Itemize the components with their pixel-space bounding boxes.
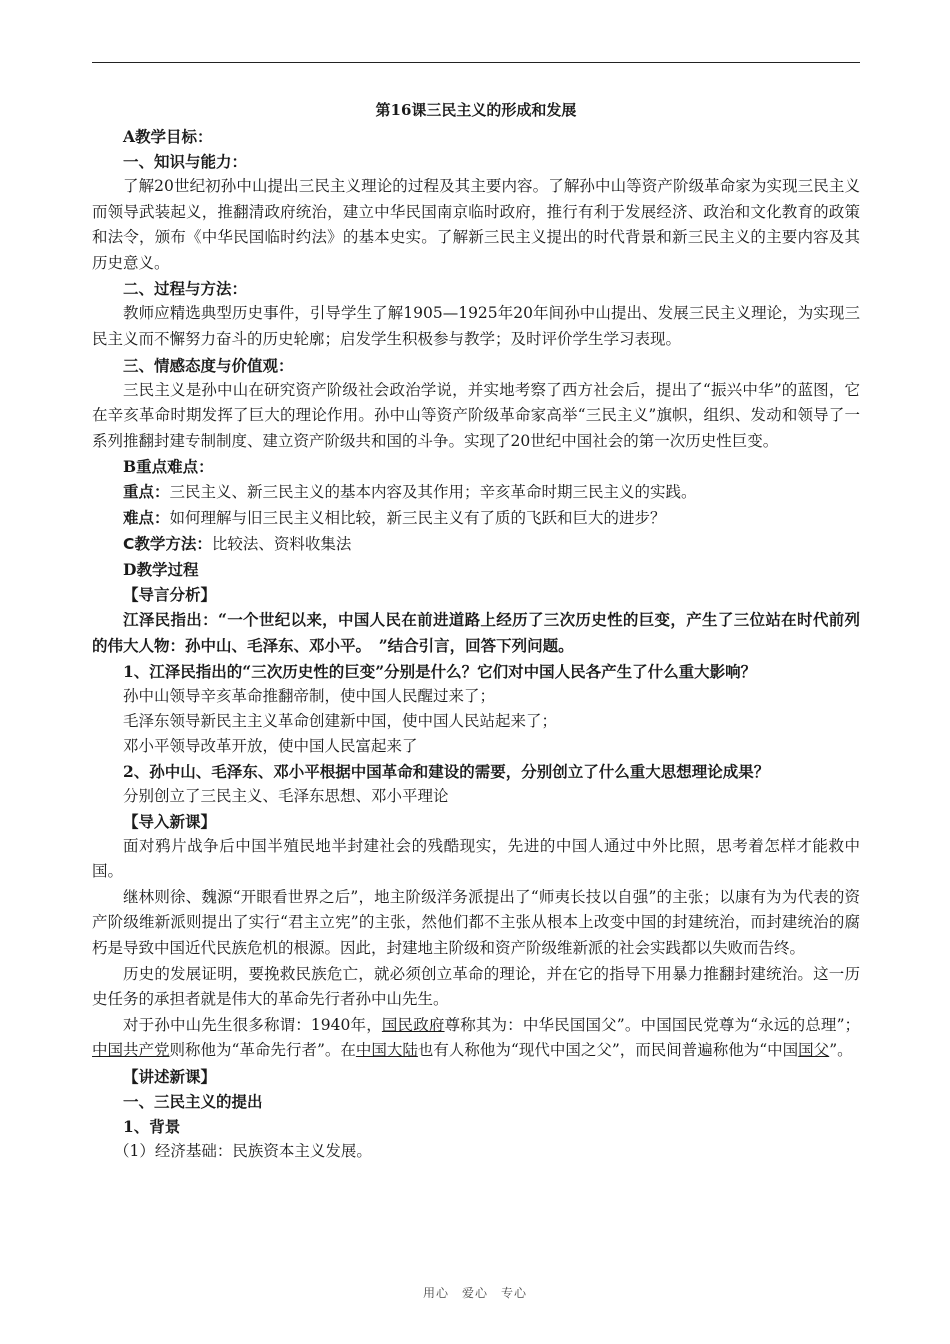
- key-label: 重点：: [123, 482, 170, 502]
- page-footer: 用心 爱心 专心: [422, 1286, 527, 1300]
- section-1-heading: 一、三民主义的提出: [123, 1091, 263, 1111]
- link-mainland-china[interactable]: 中国大陆: [355, 1041, 418, 1060]
- section-1-1-heading: 1、背景: [123, 1116, 181, 1136]
- method-line: [92, 531, 860, 557]
- quote-paragraph: 江泽民指出：“一个世纪以来，中国人民在前进道路上经历了三次历史性的巨变，产生了三位站在时代前列的伟大人物：孙中山、毛泽东、邓小平。 ”结合引言，回答下列问题。: [92, 610, 860, 655]
- paragraph-3: 历史的发展证明，要挽救民族危亡，就必须创立革命的理论，并在它的指导下用暴力推翻封建统治。这一历史任务的承担者就是伟大的革命先行者孙中山先生。: [92, 964, 860, 1009]
- difficulty-line: [92, 505, 860, 531]
- answer-1-line-1: 孙中山领导辛亥革命推翻帝制，使中国人民醒过来了；: [123, 686, 496, 705]
- process-heading: 二、过程与方法：: [123, 279, 248, 299]
- process-steps-heading: D教学过程: [123, 560, 199, 580]
- paragraph-1: 面对鸦片战争后中国半殖民地半封建社会的残酷现实，先进的中国人通过中外比照，思考着怎样才能救中国。: [92, 836, 860, 881]
- question-1: 1、江泽民指出的“三次历史性的巨变”分别是什么？它们对中国人民各产生了什么重大影响？: [123, 661, 757, 681]
- p4-text-e: ”。: [829, 1041, 853, 1060]
- values-heading: 三、情感态度与价值观：: [123, 355, 294, 375]
- difficulty-text: 如何理解与旧三民主义相比较，新三民主义有了质的飞跃和巨大的进步？: [169, 509, 666, 528]
- method-letter: C: [123, 535, 135, 554]
- answer-1-line-2: 毛泽东领导新民主主义革命创建新中国，使中国人民站起来了；: [123, 711, 558, 730]
- knowledge-paragraph: 了解20世纪初孙中山提出三民主义理论的过程及其主要内容。了解孙中山等资产阶级革命家为实现三民主义而领导武装起义，推翻清政府统治，建立中华民国南京临时政府，推行有利于发展经济、政治和文化教育的政策和法令，颁布《中华民国临时约法》的基本史实。了解新三民主义提出的时代背景和新三民主义的主要内容及其历史意义。: [92, 177, 860, 272]
- p4-text-b: 尊称其为：中华民国国父”。中国国民党尊为“永远的总理”；: [444, 1015, 860, 1034]
- p4-text-d: 也有人称他为“现代中国之父”，而民间普遍称他为“中国: [417, 1041, 799, 1060]
- paragraph-4: [92, 1013, 860, 1064]
- key-difficult-heading: B重点难点：: [123, 457, 214, 477]
- p4-text-a: 对于孙中山先生很多称谓：1940年，: [123, 1015, 382, 1034]
- question-2: 2、孙中山、毛泽东、邓小平根据中国革命和建设的需要，分别创立了什么重大思想理论成果？: [123, 761, 770, 781]
- paragraph-2: 继林则徐、魏源“开眼看世界之后”，地主阶级洋务派提出了“师夷长技以自强”的主张；以康有为为代表的资产阶级维新派则提出了实行“君主立宪”的主张，然他们都不主张从根本上改变中国的封建统治，而封建统治的腐朽是导致中国近代民族危机的根源。因此，封建地主阶级和资产阶级维新派的社会实践都以失败而告终。: [92, 887, 860, 957]
- link-father-of-nation[interactable]: 国父: [798, 1041, 830, 1060]
- header-rule: [92, 62, 860, 63]
- new-lesson-heading: 【导入新课】: [123, 811, 217, 831]
- method-text: 比较法、资料收集法: [211, 535, 352, 554]
- document-body: [92, 98, 860, 1164]
- knowledge-heading: 一、知识与能力：: [123, 152, 248, 171]
- link-national-government[interactable]: 国民政府: [381, 1015, 445, 1034]
- values-paragraph: 三民主义是孙中山在研究资产阶级社会政治学说，并实地考察了西方社会后，提出了“振兴中华”的蓝图，它在辛亥革命时期发挥了巨大的理论作用。孙中山等资产阶级革命家高举“三民主义”旗帜，组织、发动和领导了一系列推翻封建专制制度、建立资产阶级共和国的斗争。实现了20世纪中国社会的第一次历史性巨变。: [92, 380, 860, 450]
- page-title: 第16课三民主义的形成和发展: [375, 101, 577, 119]
- link-cpc[interactable]: 中国共产党: [92, 1041, 170, 1060]
- section-1-1-1: （1）经济基础：民族资本主义发展。: [114, 1141, 372, 1160]
- key-points-line: [92, 479, 860, 505]
- answer-2: 分别创立了三民主义、毛泽东思想、邓小平理论: [123, 786, 449, 805]
- process-paragraph: 教师应精选典型历史事件，引导学生了解1905—1925年20年间孙中山提出、发展三民主义理论，为实现三民主义而不懈努力奋斗的历史轮廓；启发学生积极参与教学；及时评价学生学习表现。: [92, 304, 860, 348]
- p4-text-c: 则称他为“革命先行者”。在: [169, 1041, 356, 1060]
- key-text: 三民主义、新三民主义的基本内容及其作用；辛亥革命时期三民主义的实践。: [169, 483, 697, 502]
- method-label: 教学方法：: [134, 534, 212, 554]
- objectives-heading: A教学目标：: [123, 127, 213, 146]
- difficulty-label: 难点：: [123, 508, 170, 528]
- intro-analysis-heading: 【导言分析】: [123, 585, 217, 605]
- lecture-heading: 【讲述新课】: [123, 1066, 217, 1086]
- answer-1-line-3: 邓小平领导改革开放，使中国人民富起来了: [123, 736, 418, 755]
